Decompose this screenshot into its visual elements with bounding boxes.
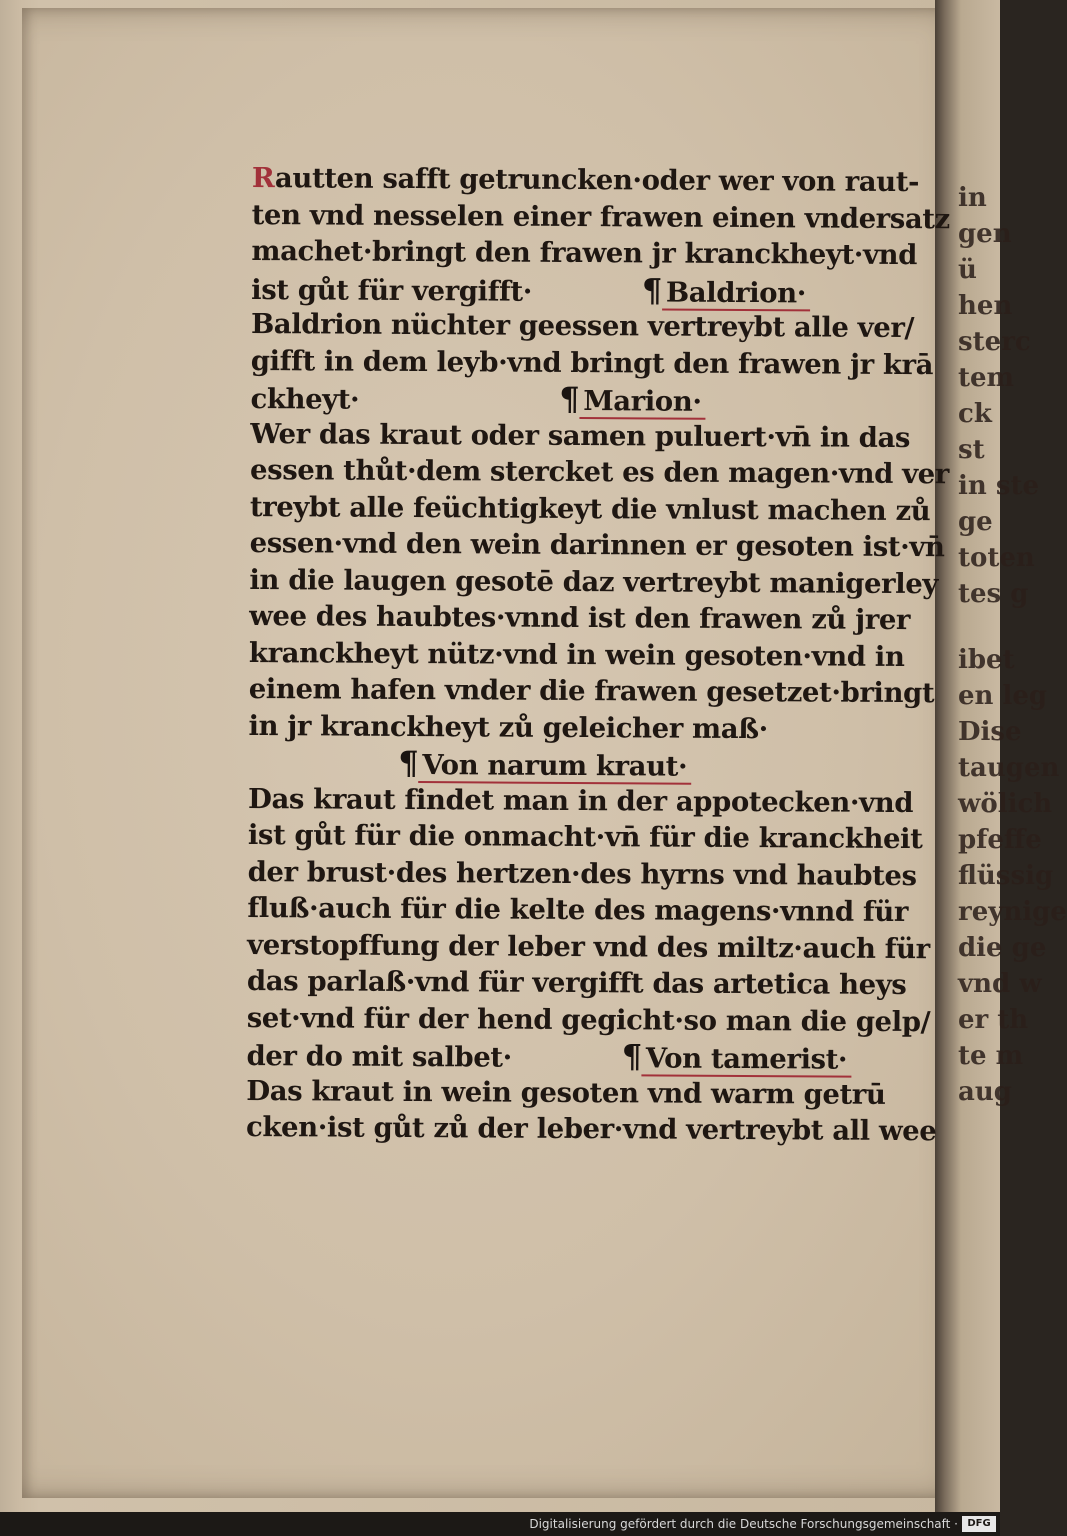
text-line (247, 817, 923, 858)
text-line (250, 306, 915, 347)
fragment-line: wölich (958, 789, 1053, 819)
line-text: Das kraut in wein gesoten vnd warm getrū (246, 1074, 886, 1111)
text-line (245, 1109, 937, 1150)
text-line (248, 707, 908, 748)
text-line (247, 963, 907, 1004)
text-line (250, 415, 910, 456)
text-line (246, 1072, 906, 1113)
rubricated-initial: R (251, 161, 276, 195)
fragment-line: te m (958, 1041, 1024, 1071)
fragment-line: ck (958, 399, 992, 429)
footer-credit: Digitalisierung gefördert durch die Deutsche Forschungsgemeinschaft · (529, 1517, 958, 1531)
text-line (249, 488, 931, 529)
line-text: in jr kranckheyt zů geleicher maß· (248, 709, 768, 745)
text-line (249, 598, 909, 639)
fragment-line: reynige (958, 897, 1067, 927)
line-text: cken·ist gůt zů der leber·vnd vertreybt all wee (245, 1110, 937, 1148)
fragment-line: die ge (958, 933, 1047, 963)
pilcrow-mark: ¶ (559, 379, 580, 419)
line-text: essen·vnd den wein darinnen er gesoten ist·vn̄ (249, 526, 945, 564)
fragment-line: in (958, 183, 987, 213)
fragment-line: in ste (958, 471, 1040, 501)
section-heading: Marion· (579, 385, 706, 420)
fragment-line: tes g (958, 579, 1029, 609)
pilcrow-mark: ¶ (641, 270, 663, 310)
line-text: der brust·des hertzen·des hyrns vnd haubtes (247, 855, 917, 892)
line-text: Baldrion nüchter geessen vertreybt alle ver/ (250, 307, 915, 345)
fragment-line: ibet (958, 645, 1015, 675)
line-text: Wer das kraut oder samen puluert·vn̄ in das (250, 417, 911, 454)
page-text-block (245, 160, 950, 1150)
fragment-line: taugen (958, 753, 1060, 783)
fragment-line: gen (958, 219, 1012, 249)
fragment-line: ü (958, 255, 977, 285)
line-text: einem hafen vnder die frawen gesetzet·bringt (248, 672, 935, 710)
line-text: ist gůt für die onmacht·vn̄ für die kranckheit (247, 818, 923, 856)
line-text: kranckheyt nütz·vnd in wein gesoten·vnd in (248, 636, 905, 673)
text-line (248, 744, 908, 785)
dfg-logo: DFG (962, 1516, 996, 1532)
facing-page-fragment (958, 180, 1067, 1220)
fragment-line: er th (958, 1005, 1029, 1035)
text-line (248, 780, 914, 821)
line-text: machet·bringt den frawen jr kranckheyt·vnd (251, 234, 918, 272)
text-line (249, 561, 939, 602)
text-line (251, 196, 950, 237)
text-line (250, 379, 910, 420)
line-text: Das kraut findet man in der appotecken·vnd (248, 782, 914, 819)
fragment-line: flüssig (958, 861, 1054, 891)
line-text: gifft in dem leyb·vnd bringt den frawen jr krā (250, 344, 934, 381)
text-line (251, 269, 911, 310)
section-heading: Von tamerist· (642, 1042, 852, 1077)
line-text: in die laugen gesotē daz vertreybt manigerley (249, 563, 939, 600)
line-text: das parlaß·vnd für vergifft das artetica heys (246, 964, 907, 1002)
line-text: autten safft getruncken·oder wer von raut- (274, 162, 920, 199)
fragment-line: aug (958, 1077, 1012, 1107)
fragment-line: toten (958, 543, 1035, 573)
fragment-line: en leg (958, 681, 1048, 711)
line-text: essen thůt·dem stercket es den magen·vnd ver (250, 453, 950, 491)
fragment-line: hen (958, 291, 1013, 321)
fragment-line: vnd w (958, 969, 1042, 999)
fragment-line: st (958, 435, 985, 465)
fragment-line: sterc (958, 327, 1031, 357)
fragment-line: Dise (958, 717, 1022, 747)
text-line (247, 926, 930, 967)
line-text: ist gůt für vergifft· (251, 273, 533, 308)
text-line (246, 1036, 906, 1077)
line-text: wee des haubtes·vnnd ist den frawen zů jrer (249, 599, 911, 637)
text-line (246, 999, 931, 1040)
text-line (249, 525, 945, 566)
pilcrow-mark: ¶ (621, 1037, 642, 1076)
text-line (250, 452, 950, 493)
digitization-footer (0, 1512, 1000, 1536)
fragment-line: tem (958, 363, 1015, 393)
pilcrow-mark: ¶ (398, 743, 419, 783)
text-line (251, 233, 918, 274)
line-text: verstopffung der leber vnd des miltz·auch für (247, 928, 930, 965)
text-line (249, 634, 909, 675)
fragment-line: pfeffe (958, 825, 1042, 855)
line-text: fluß·auch für die kelte des magens·vnnd für (247, 891, 909, 929)
section-heading: Baldrion· (662, 276, 810, 311)
line-text: set·vnd für der hend gegicht·so man die gelp/ (246, 1001, 931, 1038)
text-line (247, 890, 907, 931)
section-heading: Von narum kraut· (418, 749, 691, 785)
text-line (247, 853, 917, 894)
line-text: treybt alle feüchtigkeyt die vnlust machen zů (249, 490, 931, 527)
line-text: ckheyt· (250, 382, 360, 416)
text-line (248, 671, 935, 712)
fragment-line: ge (958, 507, 993, 537)
line-text: ten vnd nesselen einer frawen einen vndersatz (251, 198, 950, 235)
line-text: der do mit salbet· (246, 1039, 512, 1074)
text-line (250, 342, 934, 383)
text-line (251, 160, 920, 201)
